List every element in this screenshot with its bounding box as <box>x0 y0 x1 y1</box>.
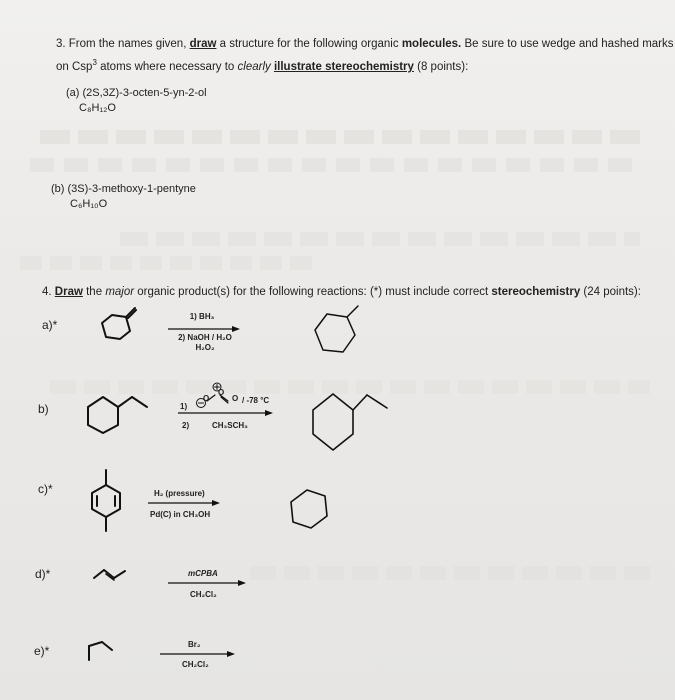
reaction-a-reagent-3: H₂O₂ <box>195 343 215 352</box>
bleed-through <box>120 232 640 246</box>
ozone-O-right: O <box>232 394 239 403</box>
reaction-a-reagent-2: 2) NaOH / H₂O <box>178 333 232 342</box>
dimethylcyclohexadiene-structure <box>88 465 138 535</box>
reaction-e-arrow <box>160 650 235 658</box>
reaction-c-reagent-2: Pd(C) in CH₃OH <box>150 510 211 519</box>
reaction-c-label: c)* <box>38 482 53 496</box>
propene-structure <box>86 640 116 665</box>
q3b-formula: C₆H₁₀O <box>70 198 108 210</box>
reaction-b-condition: / -78 °C <box>242 396 270 405</box>
ozone-O-center: O <box>218 388 225 397</box>
q3a-name: (a) (2S,3Z)-3-octen-5-yn-2-ol <box>66 87 207 99</box>
trans-2-butene-structure <box>92 565 132 585</box>
q3-instruction-line2: on Csp$^3$ atoms where necessary to clearly illustrate stereochemistry (8 points): <box>56 58 469 73</box>
reaction-d-reagent-1: mCPBA <box>188 569 218 578</box>
q4-instruction: 4. Draw the major organic product(s) for the following reactions: (*) must include correct stereochemistry (24 points): <box>42 286 641 298</box>
reaction-b-reagent-2: CH₃SCH₃ <box>212 421 248 430</box>
bleed-through <box>30 158 640 172</box>
ozone-O-left: O <box>203 394 210 403</box>
reaction-a-label: a)* <box>42 318 58 332</box>
methylenecyclohexane-structure <box>90 305 150 350</box>
q3b-name: (b) (3S)-3-methoxy-1-pentyne <box>51 183 196 195</box>
product-b-drawing <box>305 380 395 460</box>
bleed-through <box>40 130 640 144</box>
reaction-d-reagent-2: CH₂Cl₂ <box>190 590 217 599</box>
reaction-b-step2: 2) <box>182 421 190 430</box>
reaction-b-label: b) <box>38 402 49 416</box>
reaction-d-arrow <box>168 579 246 587</box>
bleed-through <box>20 256 320 270</box>
reaction-a-reagent-1: 1) BH₃ <box>189 312 215 321</box>
q3a-formula: C₈H₁₂O <box>79 102 116 114</box>
reaction-e-reagent-2: CH₂Cl₂ <box>182 660 209 669</box>
reaction-d-label: d)* <box>35 567 51 581</box>
product-a-cyclohexane-drawing <box>305 300 375 365</box>
product-c-drawing <box>285 488 345 543</box>
reaction-c-reagent-1: H₂ (pressure) <box>154 489 205 498</box>
reaction-a-arrow <box>168 325 240 333</box>
methylenecyclohexane-chain-structure <box>85 385 165 440</box>
reaction-b-arrow <box>178 409 273 417</box>
q3-instruction-line1: 3. From the names given, draw a structure for the following organic molecules. Be sure to use wedge and hashed marks <box>56 38 674 50</box>
reaction-e-reagent-1: Br₂ <box>188 640 201 649</box>
reaction-e-label: e)* <box>34 644 50 658</box>
bleed-through <box>250 566 650 580</box>
reaction-b-step1: 1) <box>180 402 188 411</box>
reaction-c-arrow <box>148 499 220 507</box>
